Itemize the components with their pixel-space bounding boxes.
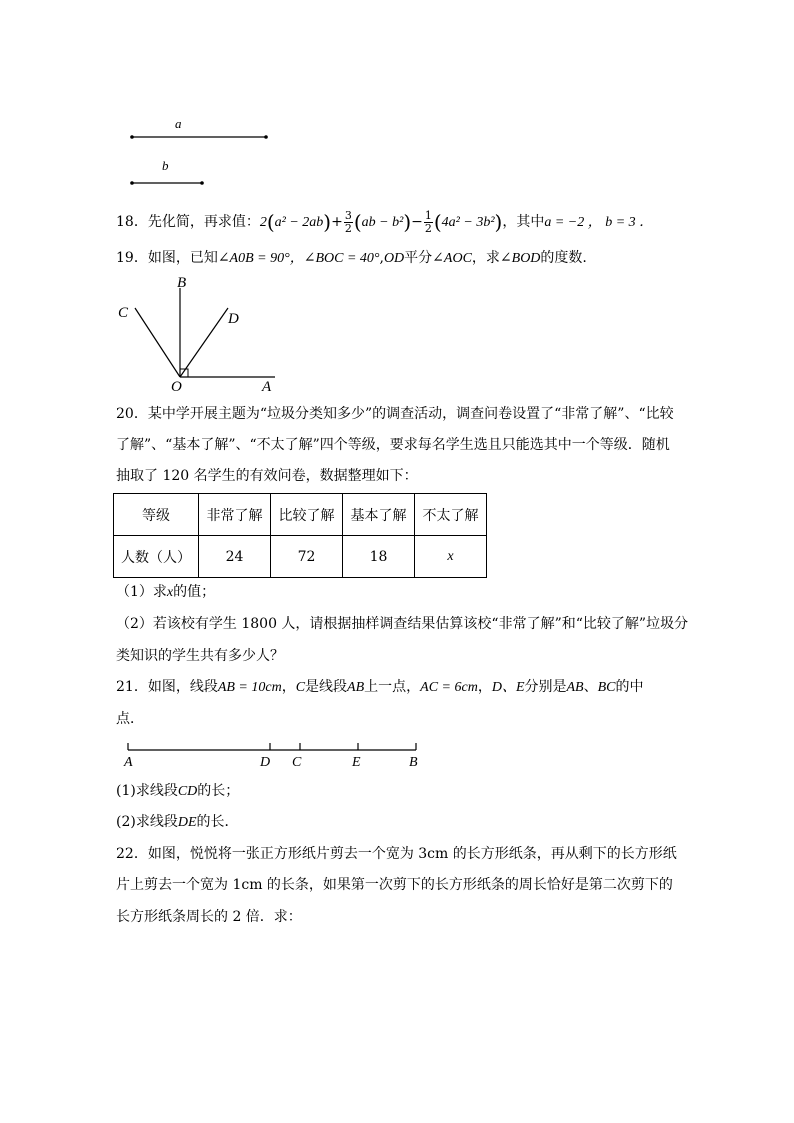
label-B: B [177,275,187,291]
q19-text-e: 的度数. [540,250,587,266]
ray-oc [135,308,180,377]
q21-text: 上一点， [364,679,421,695]
q19-text-d: ，求 [471,250,500,266]
q18-suffix: ，其中 [502,214,545,231]
q18-inner2: ab − b² [361,215,404,231]
q20-line2: 了解”、“基本了解”、“不太了解”四个等级，要求每名学生选且只能选其中一个等级．随机 [116,437,670,453]
q19-angle3: ∠BOD [499,251,541,266]
q21-sub2 [116,815,239,830]
table-cell: 比较了解 [271,494,343,536]
q19-text-b: , [379,250,384,266]
q18-prefix: 18．先化简，再求值： [116,214,260,231]
q22-line3: 长方形纸条周长的 2 倍．求： [116,909,302,925]
table-cell: 24 [199,536,271,578]
table-cell: 基本了解 [343,494,415,536]
point-E: E [352,755,361,770]
q21-line2: 点． [116,711,144,727]
q21-text: ， [477,679,492,695]
q21-ab2: AB [347,680,365,695]
label-O: O [171,379,182,395]
point-B: B [409,755,418,770]
q21-c: C [295,680,306,695]
q20-sub2-line2: 类知识的学生共有多少人？ [116,648,284,664]
q21-ac: AC = 6cm [420,680,478,695]
label-b: b [162,158,169,173]
q21-ab: AB = 10cm [217,680,282,695]
q21-text: 的中 [615,679,644,695]
q21-sub2-a: (2)求线段 [116,814,178,830]
q21-sub1 [116,784,239,799]
question-19 [116,251,587,266]
q21-text: 是线段 [305,679,348,695]
label-D: D [228,311,239,327]
point-C: C [292,755,302,770]
q19-text-a: 19．如图，已知 [116,250,218,266]
ray-od [180,308,228,377]
point-A: A [124,755,133,770]
q20-sub1-x: x [166,585,174,600]
q18-minus: − [411,214,423,231]
q20-sub1-a: （1）求 [116,584,167,600]
table-header-row [114,494,487,536]
table-cell: 18 [343,536,415,578]
table-cell: 72 [271,536,343,578]
survey-table [113,493,487,578]
q21-text: 分别是 [524,679,567,695]
question-18: 18．先化简，再求值：2(a² − 2ab)+ $\frac{3}{2}$ (ab − b²)− $\frac{1}{2}$ (4a² − 3b²)，其中a = −2 ， b = 3 ． [116,209,654,235]
q21-sub2-b: 的长． [196,814,239,830]
q18-plus: + [331,214,343,231]
q19-angle2: ∠AOC [432,251,472,266]
table-cell: 非常了解 [199,494,271,536]
q21-text: 21．如图，线段 [116,679,218,695]
table-cell: 等级 [114,494,199,536]
q21-bc: BC [597,680,616,695]
q18-frac1: $\frac{3}{2}$ [344,209,352,235]
q21-line1 [116,680,644,695]
point-D: D [260,755,271,770]
q21-sub1-b: 的长； [197,783,240,799]
q20-sub1 [116,585,215,600]
q21-sub2-de: DE [177,815,197,830]
label-C: C [118,305,129,321]
q18-condition: a = −2 ， b = 3 ． [544,215,654,231]
q21-text: 、 [583,679,598,695]
q20-line3: 抽取了 120 名学生的有效问卷，数据整理如下： [116,468,418,484]
q19-angle1: ∠A0B = 90°，∠BOC = 40° [217,251,380,266]
table-row [114,536,487,578]
table-cell: 不太了解 [415,494,487,536]
segments-figure [120,112,280,192]
q22-line1: 22．如图，悦悦将一张正方形纸片剪去一个宽为 3cm 的长方形纸条，再从剩下的长方形纸 [116,846,677,862]
q21-text: ， [281,679,296,695]
q22-line2: 片上剪去一个宽为 1cm 的长条，如果第一次剪下的长方形纸条的周长恰好是第二次剪下的 [116,877,673,893]
q21-ab3: AB [566,680,584,695]
q20-sub1-b: 的值； [173,584,216,600]
table-cell: 人数（人） [114,536,199,578]
segment-figure [118,738,428,772]
angle-figure [110,270,290,395]
label-a: a [175,116,182,131]
table-cell: x [415,536,487,578]
q21-sub1-a: (1)求线段 [116,783,178,799]
q19-od: OD [383,251,405,266]
label-A: A [262,379,272,395]
q18-coef: 2 [259,215,267,231]
q21-sub1-cd: CD [177,784,198,799]
q19-text-c: 平分 [404,250,433,266]
q18-inner3: 4a² − 3b² [441,215,495,231]
q20-sub2-line1: （2）若该校有学生 1800 人，请根据抽样调查结果估算该校“非常了解”和“比较了解”垃圾分 [116,616,689,632]
q18-inner1: a² − 2ab [274,215,324,231]
q18-frac2: $\frac{1}{2}$ [424,209,432,235]
q20-line1: 20．某中学开展主题为“垃圾分类知多少”的调查活动，调查问卷设置了“非常了解”、“比较 [116,406,674,422]
q21-de: D、E [491,680,525,695]
